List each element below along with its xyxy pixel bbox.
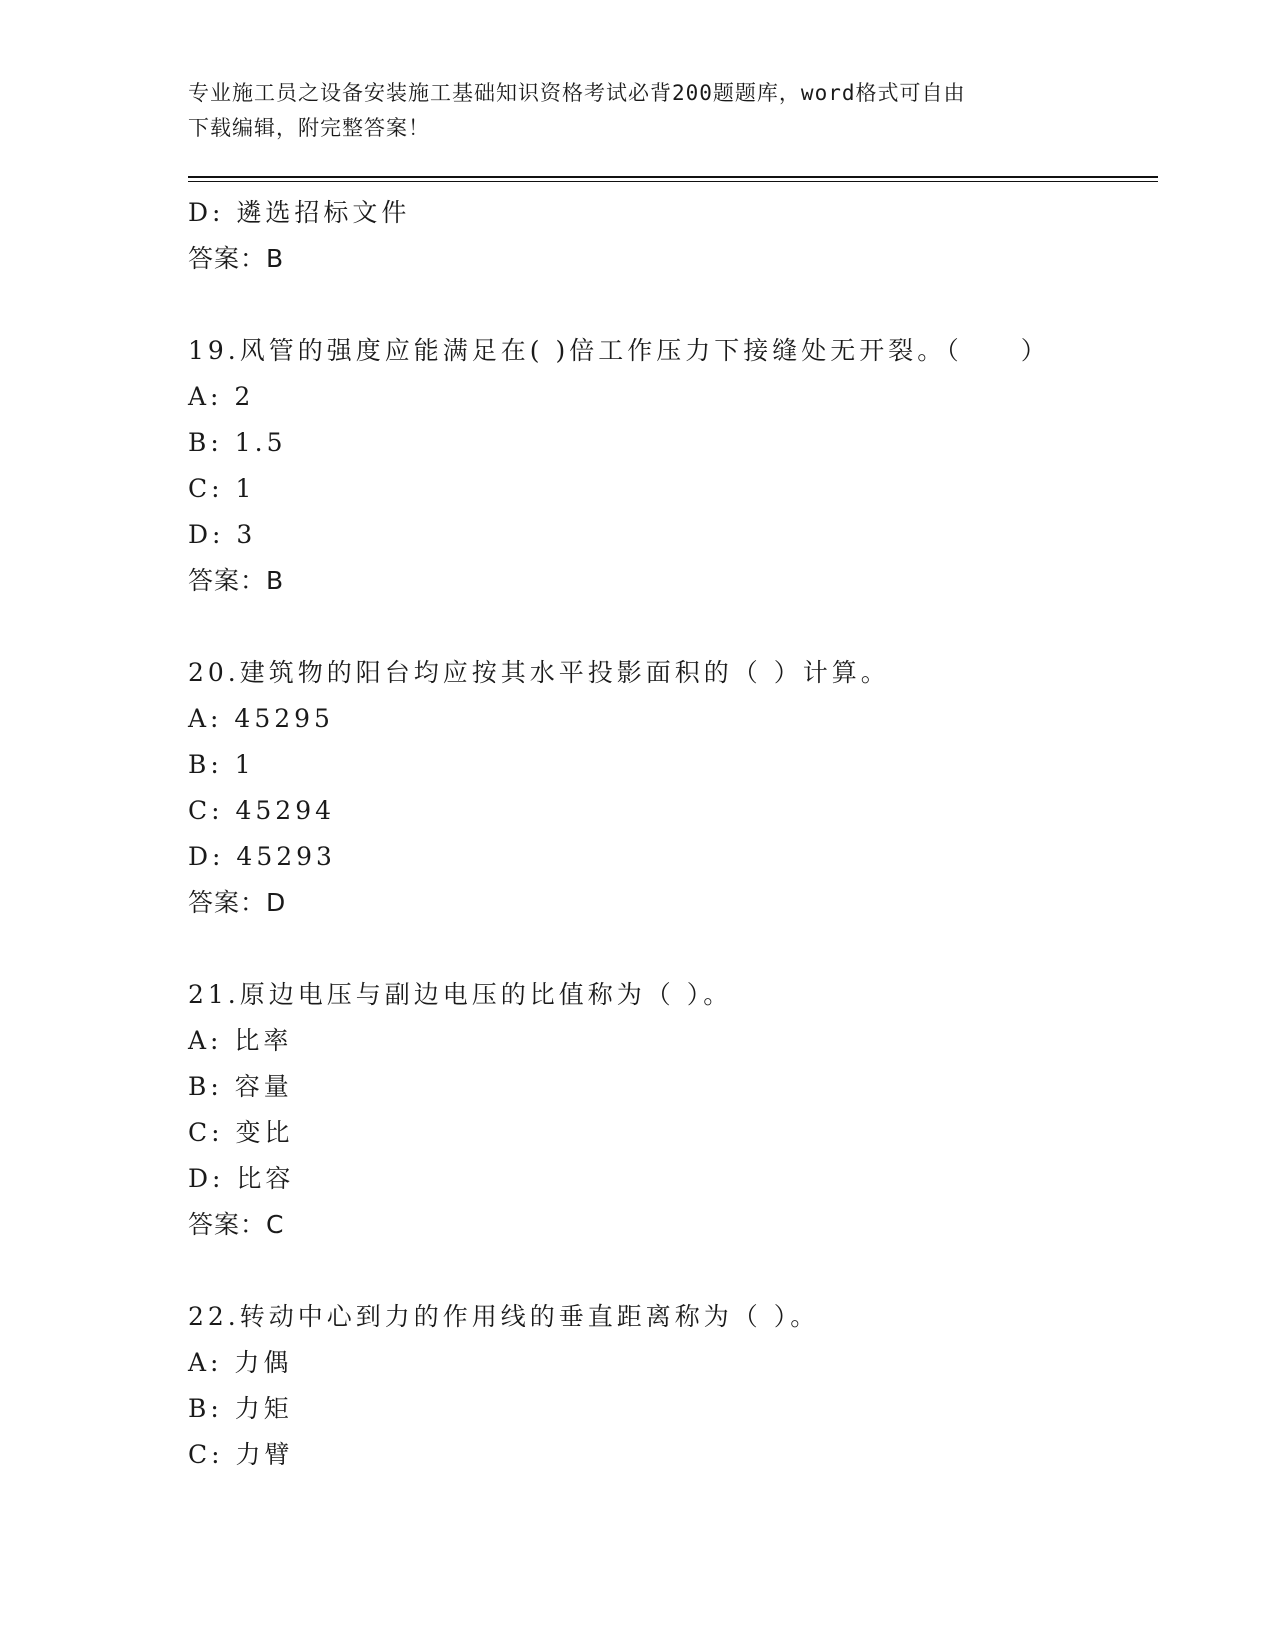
spacer [188,926,1148,972]
question-block-19 [188,328,1148,604]
option-c: C: 变比 [188,1118,294,1147]
answer-line: 答案：D [188,888,287,917]
option-b: B: 力矩 [188,1394,293,1423]
option-c: C: 1 [188,474,256,503]
spacer [188,282,1148,328]
question-block-21 [188,972,1148,1248]
option-c: C: 45294 [188,796,336,825]
option-a: A: 45295 [188,704,334,733]
question-block-18-tail [188,190,1148,282]
question-list [188,190,1148,1478]
answer-line: 答案：B [188,566,285,595]
question-block-22 [188,1294,1148,1478]
question-stem: 20.建筑物的阳台均应按其水平投影面积的（ ）计算。 [188,658,890,687]
spacer [188,604,1148,650]
header-line-2: 下载编辑，附完整答案！ [188,116,430,140]
option-b: B: 1 [188,750,255,779]
option-a: A: 力偶 [188,1348,293,1377]
answer-line: 答案：C [188,1210,285,1239]
document-header [188,76,1088,146]
option-c: C: 力臂 [188,1440,294,1469]
option-d: D: 45293 [188,842,336,871]
option-d: D: 3 [188,520,257,549]
option-d: D: 比容 [188,1164,295,1193]
option-a: A: 2 [188,382,255,411]
question-stem: 19.风管的强度应能满足在( )倍工作压力下接缝处无开裂。（ ） [188,336,1050,365]
question-stem: 21.原边电压与副边电压的比值称为（ ）。 [188,980,733,1009]
question-block-20 [188,650,1148,926]
header-divider-thin [188,181,1158,182]
header-divider-thick [188,176,1158,178]
option-d: D: 遴选招标文件 [188,198,411,227]
option-b: B: 1.5 [188,428,287,457]
answer-line: 答案：B [188,244,285,273]
option-a: A: 比率 [188,1026,293,1055]
header-line-1: 专业施工员之设备安装施工基础知识资格考试必背200题题库，word格式可自由 [188,81,966,105]
spacer [188,1248,1148,1294]
question-stem: 22.转动中心到力的作用线的垂直距离称为（ ）。 [188,1302,820,1331]
option-b: B: 容量 [188,1072,293,1101]
